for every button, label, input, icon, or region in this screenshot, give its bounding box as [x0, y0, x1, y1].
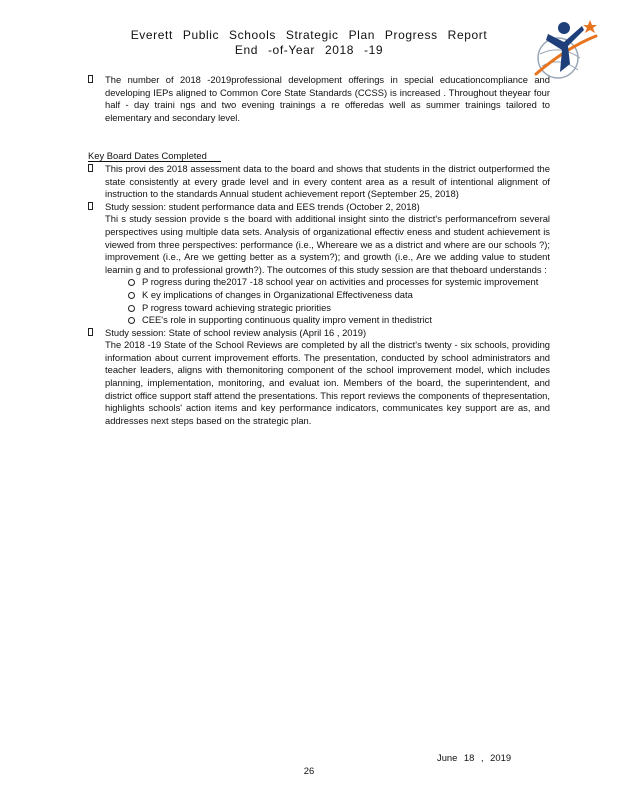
list-item — [88, 201, 550, 277]
bullet-text: This provi des 2018 assessment data to the board and shows that students in the district outperformed the state consistently at every grade level and in every content area as a result of intentional alignment of instruction to the standards Annual student achievement report (September 25, 2018) — [105, 162, 550, 200]
bullet-box-icon — [88, 75, 93, 83]
footer-date: June 18 , 2019 — [437, 752, 512, 763]
list-item — [88, 74, 550, 124]
sub-list-item — [128, 302, 550, 315]
bullet-box-icon — [88, 328, 93, 336]
bullet-heading: Study session: State of school review analysis (April 16 , 2019) — [105, 326, 367, 338]
circle-bullet-icon — [128, 279, 135, 286]
bullet-text: Thi s study session provide s the board with additional insight sinto the district's performancefrom several perspectives using multiple data sets. Analysis of organizational effectiv eness and student achievement is viewed from three perspectives: performance (i.e., Whereare we as a district and where are our schools ?); improvement (i.e., Are we getting better as a system?); and growth (i.e., Are we adding value to student learnin g and to professional growth?). The outcomes of this study session are that theboard understands : — [105, 213, 550, 275]
list-item — [88, 327, 550, 428]
bullet-box-icon — [88, 164, 93, 172]
circle-bullet-icon — [128, 305, 135, 312]
sub-item-text: P rogress toward achieving strategic priorities — [142, 301, 331, 313]
bullet-text: The 2018 -19 State of the School Reviews are completed by all the district's twenty - six schools, providing information about current improvement efforts. The presentation, conducted by school administrators and teacher leaders, aligns with themonitoring component of the school improvement model, which includes planning, implementation, monitoring, and evaluat ion. Members of the board, the superintendent, and district office support staff attend the presentations. This report reviews the components of thepresentation, highlights schools' action items and key performance indicators, communicates key support are as, and addresses next steps based on the strategic plan. — [105, 339, 550, 426]
bullet-box-icon — [88, 202, 93, 210]
circle-bullet-icon — [128, 317, 135, 324]
bullet-heading: Study session: student performance data and EES trends (October 2, 2018) — [105, 200, 420, 212]
report-body — [88, 74, 550, 427]
sub-item-text: K ey implications of changes in Organizational Effectiveness data — [142, 288, 413, 300]
sub-list-item — [128, 314, 550, 327]
intro-bullet-text: The number of 2018 -2019professional development offerings in special educationcompliance and developing IEPs aligned to Common Core State Standards (CCSS) is increased . Throughout theyear four half - day traini ngs and two evening trainings a re offeredas well as summer trainings tailored to elementary and secondary level. — [105, 74, 550, 123]
circle-bullet-icon — [128, 292, 135, 299]
sub-list-item — [128, 276, 550, 289]
header-title: Everett Public Schools Strategic Plan Progress Report — [130, 28, 488, 42]
list-item — [88, 163, 550, 201]
sub-list-item — [128, 289, 550, 302]
header-subtitle: End -of-Year 2018 -19 — [234, 43, 384, 57]
page-number: 26 — [303, 765, 315, 776]
report-header — [0, 28, 618, 58]
section-title: Key Board Dates Completed — [88, 150, 221, 162]
sub-item-text: CEE's role in supporting continuous quality impro vement in thedistrict — [142, 314, 432, 326]
sub-item-text: P rogress during the2017 -18 school year on activities and processes for systemic improvement — [142, 276, 539, 288]
